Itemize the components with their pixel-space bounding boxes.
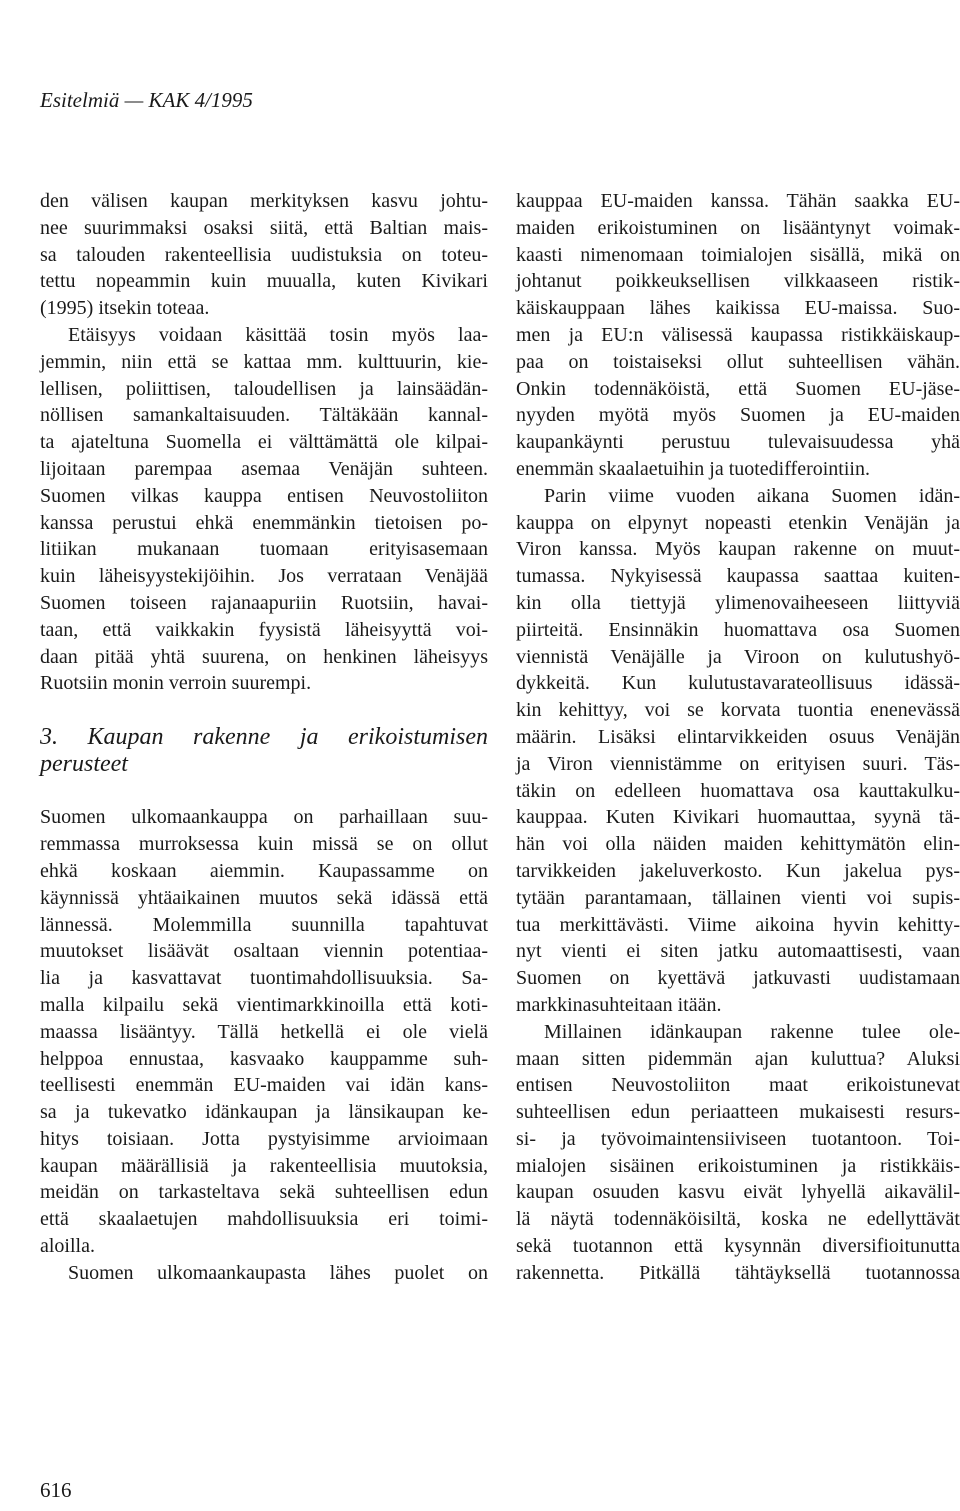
left-column-text-line: Suomen vilkas kauppa entisen Neuvostoliiton [40,484,488,507]
right-column-text-line: tumassa. Nykyisessä kaupassa saattaa kuiten- [516,565,960,588]
left-column-text-line: nee suurimmaksi osaksi siitä, että Baltian mais- [40,216,488,239]
left-column-text-line: meidän on tarkasteltava sekä suhteellisen edun [40,1181,488,1204]
left-column-text-line: Etäisyys voidaan käsittää tosin myös laa- [68,323,488,346]
right-column-text-line: Millainen idänkaupan rakenne tulee ole- [544,1020,960,1043]
right-column-text-line: kin kehittyy, voi se korvata tuontia enenevässä [516,699,960,722]
right-column-text-line: täkin on edelleen huomattava osa kauttakulku- [516,779,960,802]
left-column-text-line: nöllisen samankaltaisuuden. Tältäkään kannal- [40,404,488,427]
left-column-text-line: Ruotsiin monin verroin suurempi. [40,672,312,695]
left-column-text-line: (1995) itsekin toteaa. [40,297,210,320]
paragraph-gap [40,778,488,805]
right-column-text-line: hän voi olla näiden maiden kehittymätön elin- [516,833,960,856]
right-column-text-line: tytään parantamaan, tällainen vienti voi supis- [516,886,960,909]
left-column-text-line: maassa lisääntyy. Tällä hetkellä ei ole vielä [40,1020,488,1043]
right-column-text-line: rakennetta. Pitkällä tähtäyksellä tuotannossa [516,1261,960,1284]
right-column-text-line: markkinasuhteitaan itään. [516,993,722,1016]
left-column-text-line: daan pitää yhtä suurena, on henkinen läheisyys [40,645,488,668]
left-column-text-line: kuin läheisyystekijöihin. Jos verrataan Venäjää [40,565,488,588]
running-head: Esitelmiä — KAK 4/1995 [40,88,253,112]
right-column-text-line: kaupan osuuden kasvu eivät lyhyellä aikavälil- [516,1181,960,1204]
section-heading-line: 3. Kaupan rakenne ja erikoistumisen [40,723,488,750]
left-column-text-line: Suomen ulkomaankauppa on parhaillaan suu- [40,806,488,829]
right-column-text-line: nyyden myötä myös Suomen ja EU-maiden [516,404,960,427]
right-column-text-line: maiden erikoistuminen on lisääntynyt voimak- [516,216,960,239]
right-column-text-line: kauppa on elpynyt nopeasti etenkin Venäjän ja [516,511,960,534]
right-column-text-line: kauppaa. Kuten Kivikari huomauttaa, syynä tä- [516,806,960,829]
left-column-text-line: lännessä. Molemmilla suunnilla tapahtuvat [40,913,488,936]
left-column-text-line: kaupan määrällisiä ja rakenteellisia muutoksia, [40,1154,488,1177]
right-column-text-line: suhteellisen edun periaatteen mukaisesti resurs- [516,1101,960,1124]
right-column-text-line: johtanut poikkeuksellisen vilkkaaseen ristik- [516,270,960,293]
right-column-text-line: tua merkittävästi. Viime aikoina hyvin kehitty- [516,913,960,936]
right-column-text-line: piirteitä. Ensinnäkin huomattava osa Suomen [516,618,960,641]
right-column-text-line: enemmän skaalaetuihin ja tuotedifferointiin. [516,457,870,480]
right-column-text-line: men ja EU:n välisessä kaupassa ristikkäiskaup- [516,323,960,346]
right-column-text-line: si- ja työvoimaintensiiviseen tuotantoon. Toi- [516,1127,960,1150]
left-column [40,188,488,1287]
right-column-text-line: kaupankäynti perustuu tulevaisuudessa yhä [516,431,960,454]
section-heading-line: perusteet [40,750,128,777]
left-column-text-line: kanssa perustui ehkä enemmänkin tietoisen po- [40,511,488,534]
right-column-text-line: lä näytä todennäköisiltä, koska ne edellyttävät [516,1208,960,1231]
right-column-text-line: Viron kanssa. Myös kaupan rakenne on muut- [516,538,960,561]
right-column-text-line: maan sitten pidemmän ajan kuluttua? Aluksi [516,1047,960,1070]
left-column-text-line: sa talouden rakenteellisia uudistuksia on toteu- [40,243,488,266]
left-column-text-line: remmassa murroksessa kuin missä se on ollut [40,833,488,856]
left-column-text-line: lia ja kasvattavat tuontimahdollisuuksia. Sa- [40,967,488,990]
right-column-text-line: ja Viron viennistämme on erityisen suuri. Täs- [516,752,960,775]
left-column-text-line: lellisen, poliittisen, taloudellisen ja lainsäädän- [40,377,488,400]
page-number: 616 [40,1478,72,1502]
right-column-text-line: mialojen sisäinen erikoistuminen ja ristikkäis- [516,1154,960,1177]
left-column-text-line: ta ajateltuna Suomella ei välttämättä ole kilpai- [40,431,488,454]
right-column-text-line: dykkeitä. Kun kulutustavarateollisuus idässä- [516,672,960,695]
right-column-text-line: käiskauppaan lähes kaikissa EU-maissa. Suo- [516,297,960,320]
right-column-text-line: entisen Neuvostoliiton maat erikoistunevat [516,1074,960,1097]
left-column-text-line: tettu nopeammin kuin muualla, kuten Kivikari [40,270,488,293]
right-column-text-line: sekä tuotannon että kysynnän diversifioitunutta [516,1235,960,1258]
right-column-text-line: Onkin todennäköistä, että Suomen EU-jäse- [516,377,960,400]
left-column-text-line: malla kilpailu sekä vientimarkkinoilla että koti- [40,993,488,1016]
left-column-text-line: litiikan mukanaan tuomaan erityisasemaan [40,538,488,561]
left-column-text-line: Suomen toiseen rajanaapuriin Ruotsiin, havai- [40,591,488,614]
left-column-text-line: taan, että vaikkakin fyysistä läheisyyttä voi- [40,618,488,641]
right-column-text-line: määrin. Lisäksi elintarvikkeiden osuus Venäjän [516,725,960,748]
left-column-text-line: lijoitaan parempaa asemaa Venäjän suhteen. [40,457,488,480]
left-column-text-line: aloilla. [40,1235,95,1258]
left-column-text-line: teellisesti enemmän EU-maiden vai idän kans- [40,1074,488,1097]
right-column-text-line: nyt vienti ei siten jatku automaattisesti, vaan [516,940,960,963]
left-column-text-line: sa ja tukevatko idänkaupan ja länsikaupan ke- [40,1101,488,1124]
left-column-text-line: että skaalaetujen mahdollisuuksia eri toimi- [40,1208,488,1231]
right-column-text-line: kauppaa EU-maiden kanssa. Tähän saakka EU- [516,190,960,212]
left-column-text-line: jemmin, niin että se kattaa mm. kulttuurin, kie- [40,350,488,373]
right-column-text-line: paa on toistaiseksi ollut suhteellisen vähän. [516,350,960,373]
left-column-text-line: hitys toisiaan. Jotta pystyisimme arvioimaan [40,1127,488,1150]
left-column-text-line: käynnissä yhtäaikainen muutos sekä idässä että [40,886,488,909]
left-column-text-line: Suomen ulkomaankaupasta lähes puolet on [68,1261,488,1284]
left-column-text-line: muutokset lisäävät osaltaan viennin potentiaa- [40,940,488,963]
right-column-text-line: viennistä Venäjälle ja Viroon on kulutushyö- [516,645,960,668]
left-column-text-line: ehkä koskaan aiemmin. Kaupassamme on [40,859,488,882]
right-column-text-line: kaasti nimenomaan toimialojen sisällä, mikä on [516,243,960,266]
right-column-text-line: Parin viime vuoden aikana Suomen idän- [544,484,960,507]
left-column-text-line: den välisen kaupan merkityksen kasvu johtu- [40,190,488,212]
left-column-text-line: helppoa ennustaa, kasvaako kauppamme suh- [40,1047,488,1070]
right-column [516,188,960,1287]
right-column-text-line: tarvikkeiden jakeluverkosto. Kun jakelua pys- [516,859,960,882]
right-column-text-line: kin olla tiettyjä ylimenovaiheeseen liittyviä [516,591,960,614]
paragraph-gap [40,697,488,724]
right-column-text-line: Suomen on kyettävä jatkuvasti uudistamaan [516,967,960,990]
